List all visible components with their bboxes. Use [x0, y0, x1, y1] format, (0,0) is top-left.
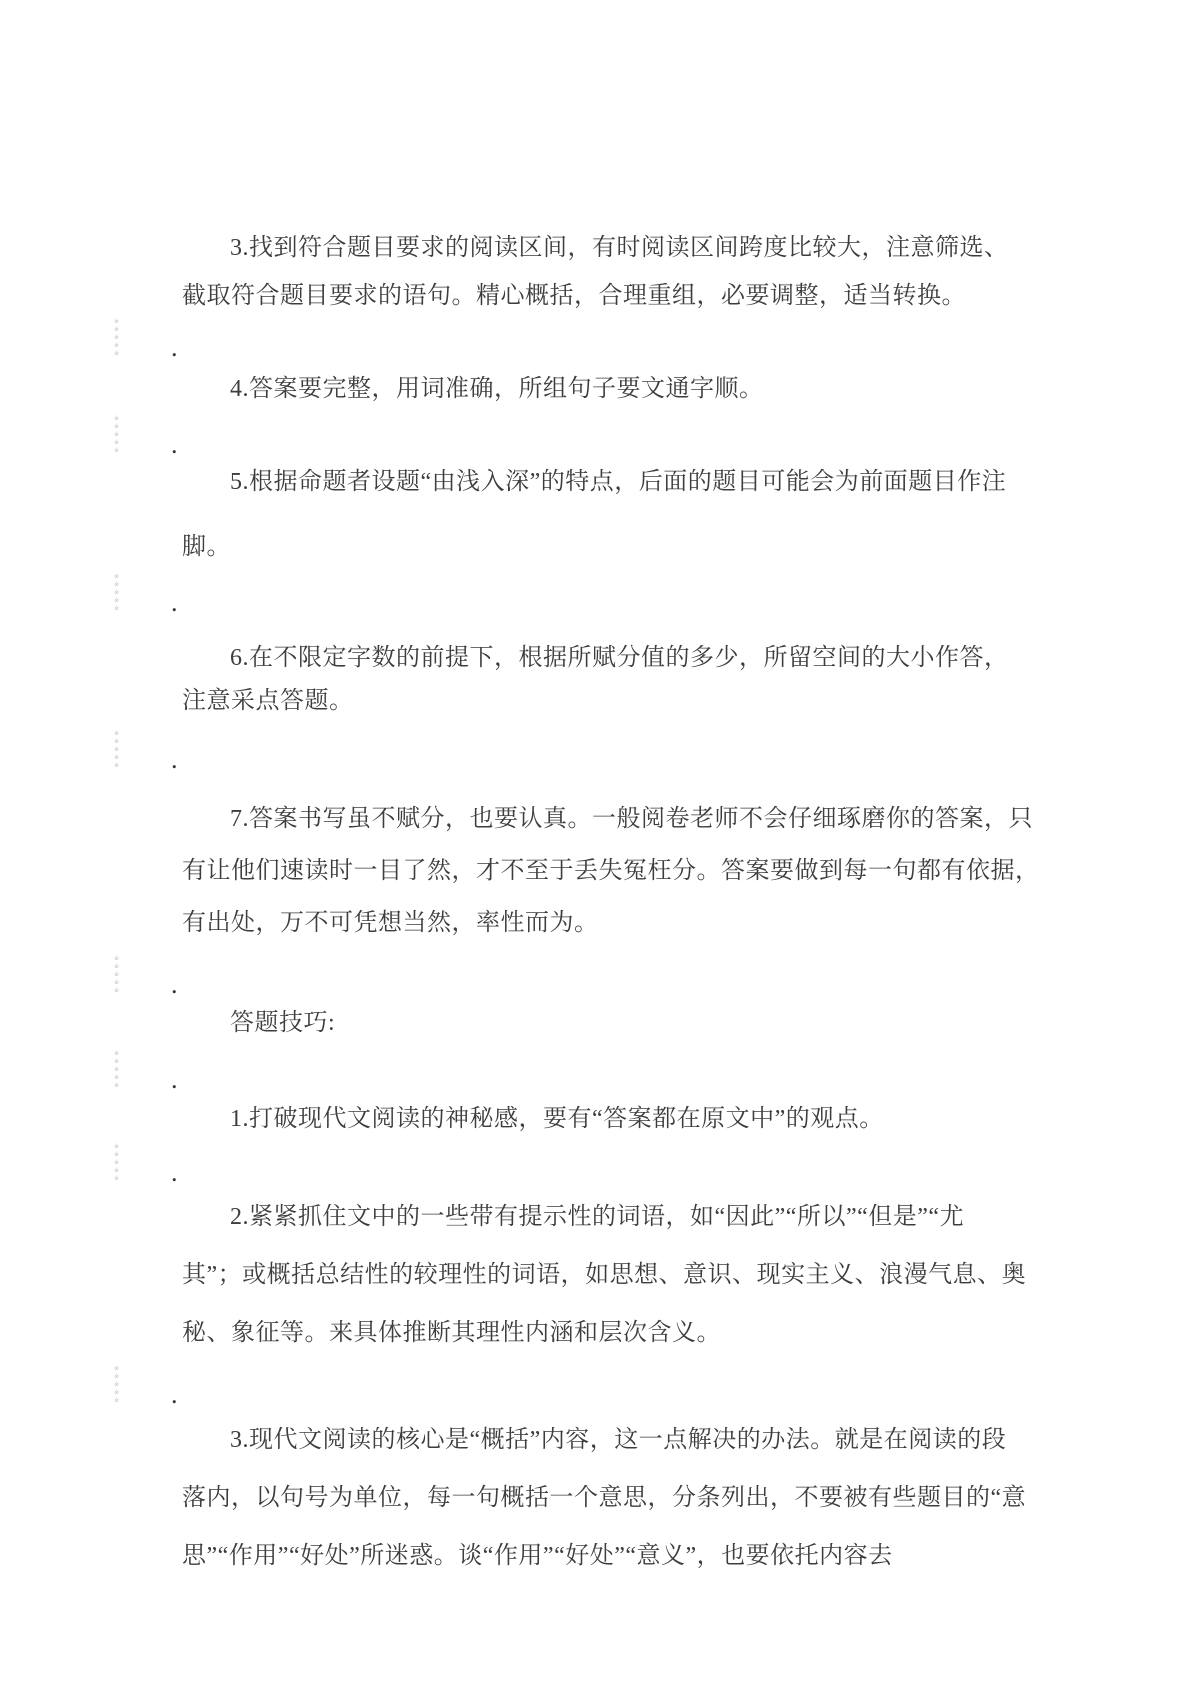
text-line: 3.现代文阅读的核心是“概括”内容，这一点解决的办法。就是在阅读的段: [230, 1427, 1007, 1453]
text-line: 5.根据命题者设题“由浅入深”的特点，后面的题目可能会为前面题目作注: [230, 469, 1007, 495]
body-paragraph-tip-3: [182, 224, 1052, 320]
dot-paragraph: .: [171, 430, 178, 459]
section-heading: [182, 999, 1052, 1047]
text-line: 1.打破现代文阅读的神秘感，要有“答案都在原文中”的观点。: [230, 1106, 884, 1132]
text-line: 其”；或概括总结性的较理性的词语，如思想、意识、现实主义、浪漫气息、奥: [182, 1262, 1027, 1288]
body-paragraph-technique-3: [182, 1411, 1052, 1585]
body-paragraph-tip-4: [182, 365, 1052, 413]
text-line: 有出处，万不可凭想当然，率性而为。: [182, 910, 599, 936]
text-line: 秘、象征等。来具体推断其理性内涵和层次含义。: [182, 1320, 721, 1346]
dot-paragraph: .: [171, 1380, 178, 1409]
margin-watermark: ※※※※※: [113, 318, 119, 358]
margin-watermark: ※※※※※: [113, 415, 119, 455]
heading-text: 答题技巧:: [230, 1010, 336, 1036]
text-line: 6.在不限定字数的前提下，根据所赋分值的多少，所留空间的大小作答，: [230, 645, 1009, 671]
body-paragraph-tip-6: [182, 637, 1052, 723]
text-line: 2.紧紧抓住文中的一些带有提示性的词语，如“因此”“所以”“但是”“尤: [230, 1204, 965, 1230]
dot-paragraph: .: [171, 1158, 178, 1187]
body-paragraph-technique-1: [182, 1095, 1052, 1143]
margin-watermark: ※※※※※: [113, 573, 119, 613]
dot-paragraph: .: [171, 1065, 178, 1094]
body-paragraph-technique-2: [182, 1188, 1052, 1362]
text-line: 注意采点答题。: [182, 688, 354, 714]
text-line: 7.答案书写虽不赋分，也要认真。一般阅卷老师不会仔细琢磨你的答案，只: [230, 806, 1033, 832]
text-line: 3.找到符合题目要求的阅读区间，有时阅读区间跨度比较大，注意筛选、: [230, 235, 1009, 261]
dot-paragraph: .: [171, 745, 178, 774]
text-line: 脚。: [182, 534, 231, 560]
text-line: 思”“作用”“好处”所迷惑。谈“作用”“好处”“意义”，也要依托内容去: [182, 1543, 893, 1569]
text-line: 截取符合题目要求的语句。精心概括，合理重组，必要调整，适当转换。: [182, 283, 966, 309]
text-line: 落内，以句号为单位，每一句概括一个意思，分条列出，不要被有些题目的“意: [182, 1485, 1027, 1511]
dot-paragraph: .: [171, 588, 178, 617]
dot-paragraph: .: [171, 333, 178, 362]
margin-watermark: ※※※※※: [113, 955, 119, 995]
body-paragraph-tip-7: [182, 793, 1052, 949]
text-line: 有让他们速读时一目了然，才不至于丢失冤枉分。答案要做到每一句都有依据，: [182, 858, 1040, 884]
text-line: 4.答案要完整，用词准确，所组句子要文通字顺。: [230, 376, 764, 402]
margin-watermark: ※※※※※: [113, 730, 119, 770]
margin-watermark: ※※※※※: [113, 1365, 119, 1405]
margin-watermark: ※※※※※: [113, 1050, 119, 1090]
body-paragraph-tip-5: [182, 450, 1052, 580]
margin-watermark: ※※※※※: [113, 1143, 119, 1183]
dot-paragraph: .: [171, 970, 178, 999]
